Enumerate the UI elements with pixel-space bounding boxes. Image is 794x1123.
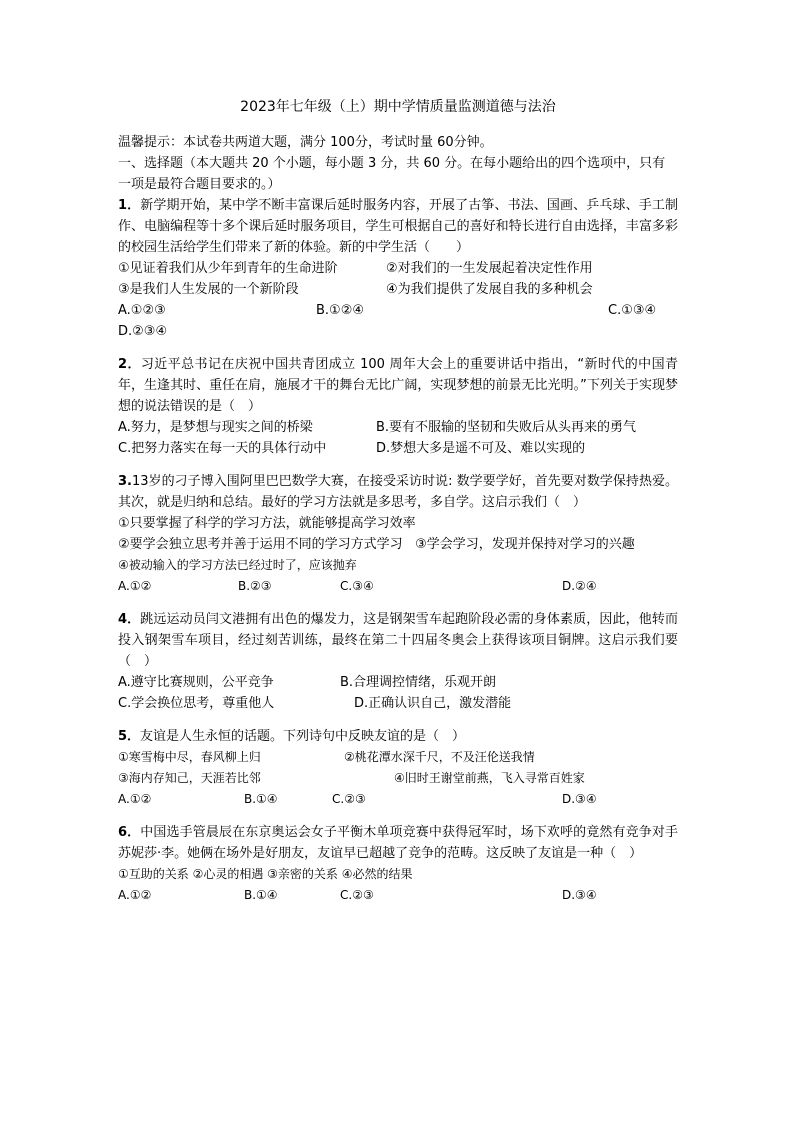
exam-title: 2023年七年级（上）期中学情质量监测道德与法治: [240, 99, 556, 115]
option-c[interactable]: C.学会换位思考，尊重他人: [118, 696, 275, 711]
exam-content: [118, 96, 678, 906]
option-row: [118, 885, 678, 906]
question-stem: 中国选手管晨辰在东京奥运会女子平衡木单项竞赛中获得冠军时，场下欢呼的竟然有竞争对手苏妮莎·李。她俩在场外是好朋友，友谊早已超越了竞争的范畴。这反映了友谊是一种（ ）: [118, 825, 678, 861]
question-stem: 友谊是人生永恒的话题。下列诗句中反映友谊的是（ ）: [140, 729, 466, 744]
statement: ①寒雪梅中尽，春风柳上归: [118, 750, 261, 764]
statement-row: [118, 258, 678, 279]
statement: ②对我们的一生发展起着决定性作用: [386, 261, 593, 276]
option-row: [118, 576, 678, 597]
option-c[interactable]: C.③④: [340, 579, 374, 593]
question-stem: 习近平总书记在庆祝中国共青团成立 100 周年大会上的重要讲话中指出，“新时代的中国青年，生逢其时、重任在肩，施展才干的舞台无比广阔，实现梦想的前景无比光明。”下列关于实现梦想的说法错误的是（ ）: [118, 357, 678, 414]
option-d[interactable]: D.③④: [562, 792, 597, 806]
option-d[interactable]: D.②④: [562, 579, 597, 593]
option-row: [118, 321, 678, 342]
question-stem: 13岁的刁子博入围阿里巴巴数学大赛，在接受采访时说: 数学要学好，首先要对数学保持热爱。其次，就是归纳和总结。最好的学习方法就是多思考，多自学。这启示我们（ ）: [118, 474, 678, 510]
option-c[interactable]: C.把努力落实在每一天的具体行动中: [118, 441, 327, 456]
option-c[interactable]: C.②③: [332, 792, 366, 806]
question-number: 1．: [118, 198, 141, 213]
question-number: 6．: [118, 825, 141, 840]
option-d[interactable]: D.梦想大多是遥不可及、难以实现的: [376, 441, 586, 456]
question-number: 5．: [118, 729, 141, 744]
statement-row: [118, 768, 678, 789]
statement: ①只要掌握了科学的学习方法，就能够提高学习效率: [118, 516, 416, 531]
option-b[interactable]: B.合理调控情绪，乐观开朗: [340, 675, 497, 690]
option-b[interactable]: B.①④: [244, 888, 278, 902]
question-stem: 跳远运动员闫文港拥有出色的爆发力，这是钢架雪车起跑阶段必需的身体素质，因此，他转而投入钢架雪车项目，经过刻苦训练，最终在第二十四届冬奥会上获得该项目铜牌。这启示我们要（ ）: [118, 612, 678, 669]
question-number: 4．: [118, 612, 141, 627]
option-a[interactable]: A.遵守比赛规则，公平竞争: [118, 675, 274, 690]
statement: ②要学会独立思考并善于运用不同的学习方式学习: [118, 537, 403, 552]
option-d[interactable]: D.②③④: [118, 324, 168, 339]
statement: ④为我们提供了发展自我的多种机会: [386, 282, 593, 297]
question-stem: 新学期开始，某中学不断丰富课后延时服务内容，开展了古筝、书法、国画、乒乓球、手工制作、电脑编程等十多个课后延时服务项目，学生可根据自己的喜好和特长进行自由选择，丰富多彩的校园生活给学生们带来了新的体验。新的中学生活（ ）: [118, 198, 678, 255]
statement: ④旧时王谢堂前燕，飞入寻常百姓家: [394, 771, 585, 785]
option-a[interactable]: A.①②: [118, 888, 152, 902]
statement-row: [118, 279, 678, 300]
statement: ④被动输入的学习方法已经过时了，应该抛弃: [118, 558, 357, 572]
statement: ③海内存知己，天涯若比邻: [118, 771, 261, 785]
option-d[interactable]: D.正确认识自己，激发潜能: [354, 696, 512, 711]
statement: ①见证着我们从少年到青年的生命进阶: [118, 261, 338, 276]
option-row: [118, 300, 678, 321]
option-c[interactable]: C.②③: [340, 888, 374, 902]
question-1: [118, 195, 678, 342]
option-c[interactable]: C.①③④: [608, 303, 657, 318]
tip-text: 温馨提示：本试卷共两道大题，满分 100分，考试时量 60分钟。: [118, 135, 493, 150]
option-a[interactable]: A.努力，是梦想与现实之间的桥梁: [118, 420, 313, 435]
statement: ③是我们人生发展的一个新阶段: [118, 282, 299, 297]
statement-line: ①互助的关系 ②心灵的相遇 ③亲密的关系 ④必然的结果: [118, 867, 413, 881]
option-b[interactable]: B.要有不服输的坚韧和失败后从头再来的勇气: [376, 420, 637, 435]
question-4: [118, 609, 678, 714]
option-row: [118, 693, 678, 714]
statement-row: [118, 747, 678, 768]
option-row: [118, 438, 678, 459]
option-a[interactable]: A.①②③: [118, 303, 166, 318]
option-b[interactable]: B.②③: [238, 579, 272, 593]
statement: ③学会学习，发现并保持对学习的兴趣: [415, 537, 635, 552]
section-heading: 一、选择题（本大题共 20 个小题，每小题 3 分，共 60 分。在每小题给出的四个选项中，只有一项是最符合题目要求的。）: [118, 156, 666, 192]
question-2: [118, 354, 678, 459]
option-a[interactable]: A.①②: [118, 792, 152, 806]
option-b[interactable]: B.①④: [244, 792, 278, 806]
option-row: [118, 417, 678, 438]
statement: ②桃花潭水深千尺，不及汪伦送我情: [344, 750, 535, 764]
option-row: [118, 672, 678, 693]
question-number: 2．: [118, 357, 141, 372]
question-number: 3.: [118, 474, 132, 489]
option-row: [118, 789, 678, 810]
option-a[interactable]: A.①②: [118, 579, 152, 593]
option-d[interactable]: D.③④: [562, 888, 597, 902]
question-5: [118, 726, 678, 810]
option-b[interactable]: B.①②④: [316, 303, 365, 318]
question-3: [118, 471, 678, 597]
question-6: [118, 822, 678, 906]
